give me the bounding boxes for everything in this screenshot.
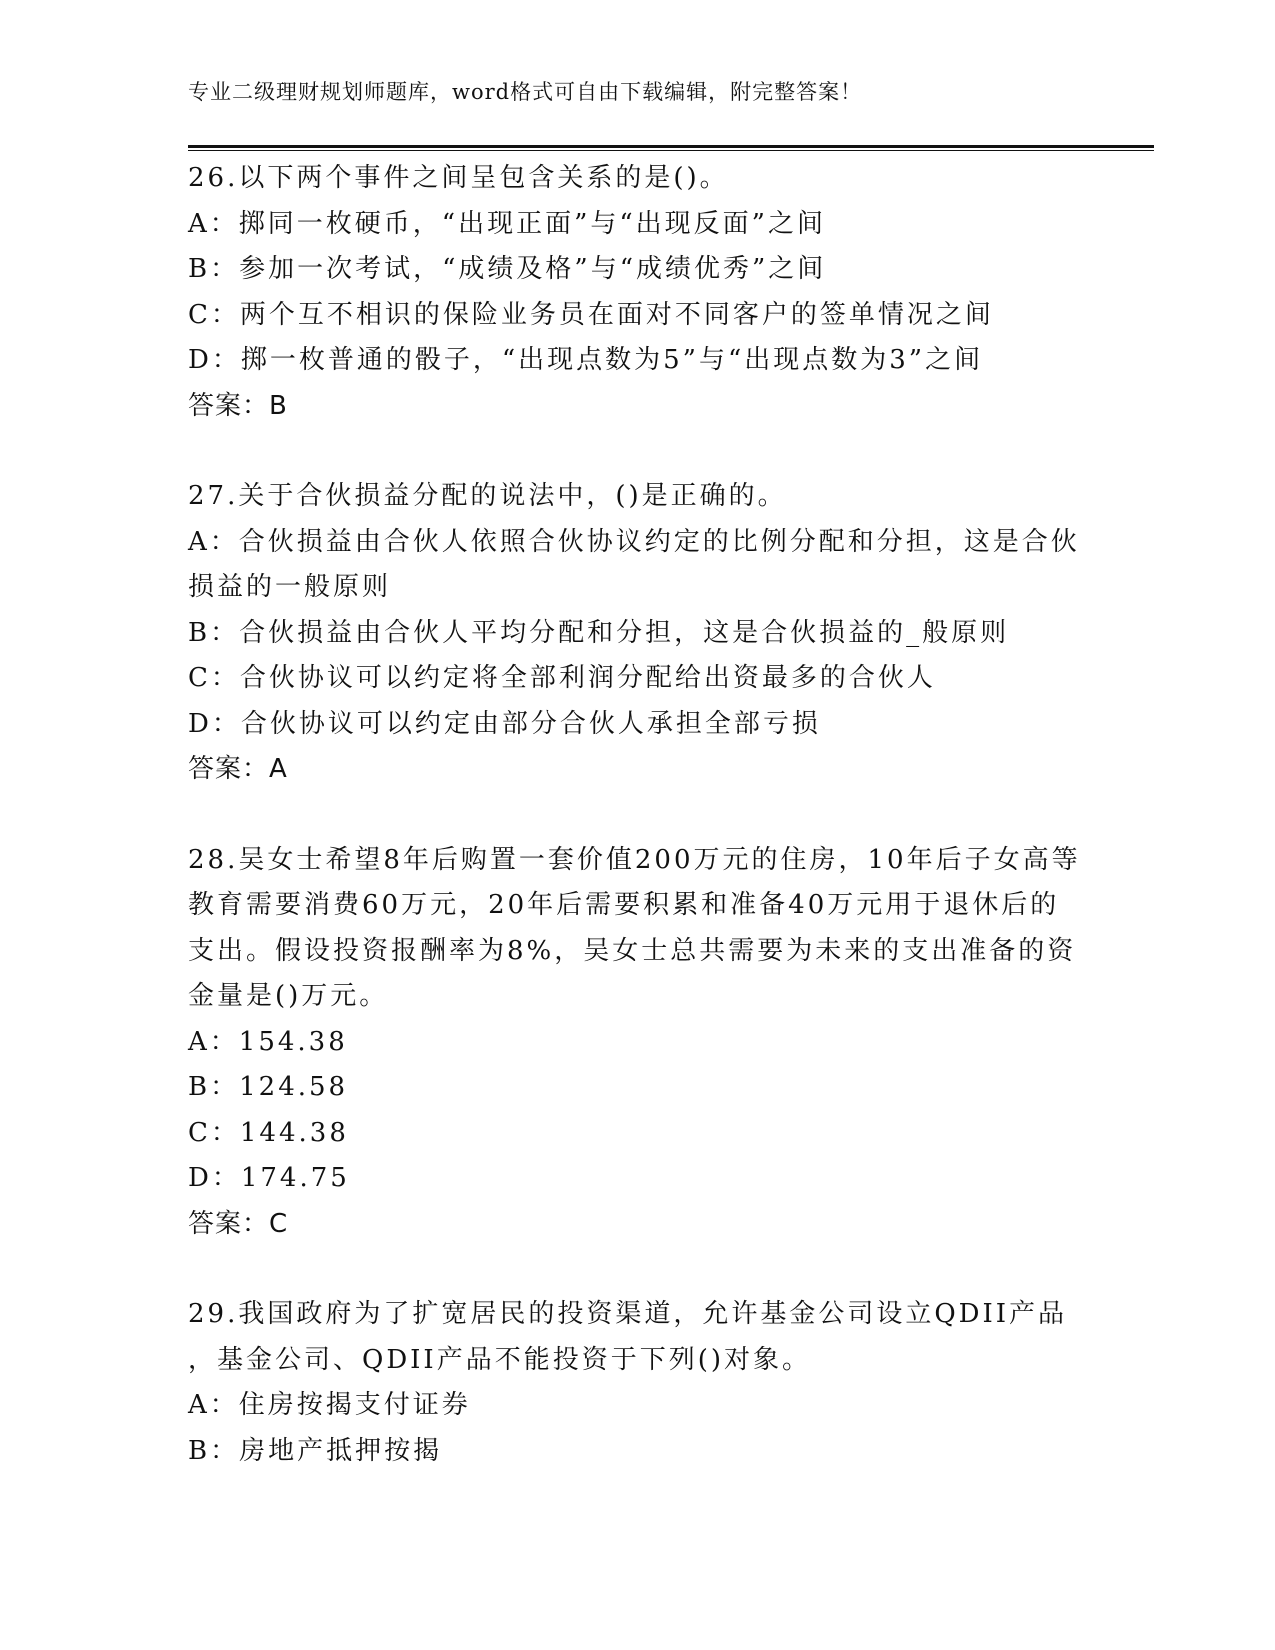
question-26	[188, 156, 1088, 429]
option-a: A：住房按揭支付证券	[188, 1390, 471, 1420]
answer: 答案：A	[188, 754, 288, 784]
option-b: B：房地产抵押按揭	[188, 1435, 443, 1466]
option-b: B：合伙损益由合伙人平均分配和分担，这是合伙损益的_般原则	[188, 617, 1010, 648]
option-b: B：124.58	[188, 1072, 349, 1102]
option-d: D：合伙协议可以约定由部分合伙人承担全部亏损	[188, 708, 821, 739]
question-27	[188, 474, 1088, 793]
header-rule-thin	[188, 150, 1154, 151]
option-a-continued: 损益的一般原则	[188, 572, 392, 602]
question-stem: 26.以下两个事件之间呈包含关系的是()。	[188, 163, 729, 193]
option-a: A：掷同一枚硬币，“出现正面”与“出现反面”之间	[188, 208, 826, 239]
question-29	[188, 1292, 1088, 1474]
option-b: B：参加一次考试，“成绩及格”与“成绩优秀”之间	[188, 254, 827, 284]
answer: 答案：C	[188, 1208, 289, 1239]
option-c: C：两个互不相识的保险业务员在面对不同客户的签单情况之间	[188, 299, 994, 330]
answer: 答案：B	[188, 390, 288, 421]
question-stem: 29.我国政府为了扩宽居民的投资渠道，允许基金公司设立QDII产品	[188, 1299, 1068, 1329]
question-stem-continued: ，基金公司、QDII产品不能投资于下列()对象。	[188, 1344, 811, 1375]
option-d: D：174.75	[188, 1163, 350, 1193]
question-stem: 28.吴女士希望8年后购置一套价值200万元的住房，10年后子女高等	[188, 844, 1081, 875]
option-c: C：144.38	[188, 1117, 349, 1148]
question-stem-continued: 支出。假设投资报酬率为8%，吴女士总共需要为未来的支出准备的资	[188, 935, 1077, 966]
option-a: A：合伙损益由合伙人依照合伙协议约定的比例分配和分担，这是合伙	[188, 526, 1080, 557]
option-d: D：掷一枚普通的骰子，“出现点数为5”与“出现点数为3”之间	[188, 345, 984, 375]
header-rule-thick	[188, 145, 1154, 148]
question-stem: 27.关于合伙损益分配的说法中，()是正确的。	[188, 481, 787, 511]
question-stem-continued: 教育需要消费60万元，20年后需要积累和准备40万元用于退休后的	[188, 890, 1060, 920]
option-c: C：合伙协议可以约定将全部利润分配给出资最多的合伙人	[188, 663, 936, 693]
question-stem-continued: 金量是()万元。	[188, 981, 389, 1011]
question-28	[188, 838, 1088, 1248]
question-list	[188, 156, 1088, 1519]
document-header: 专业二级理财规划师题库，word格式可自由下载编辑，附完整答案！	[188, 80, 863, 104]
option-a: A：154.38	[188, 1026, 348, 1057]
